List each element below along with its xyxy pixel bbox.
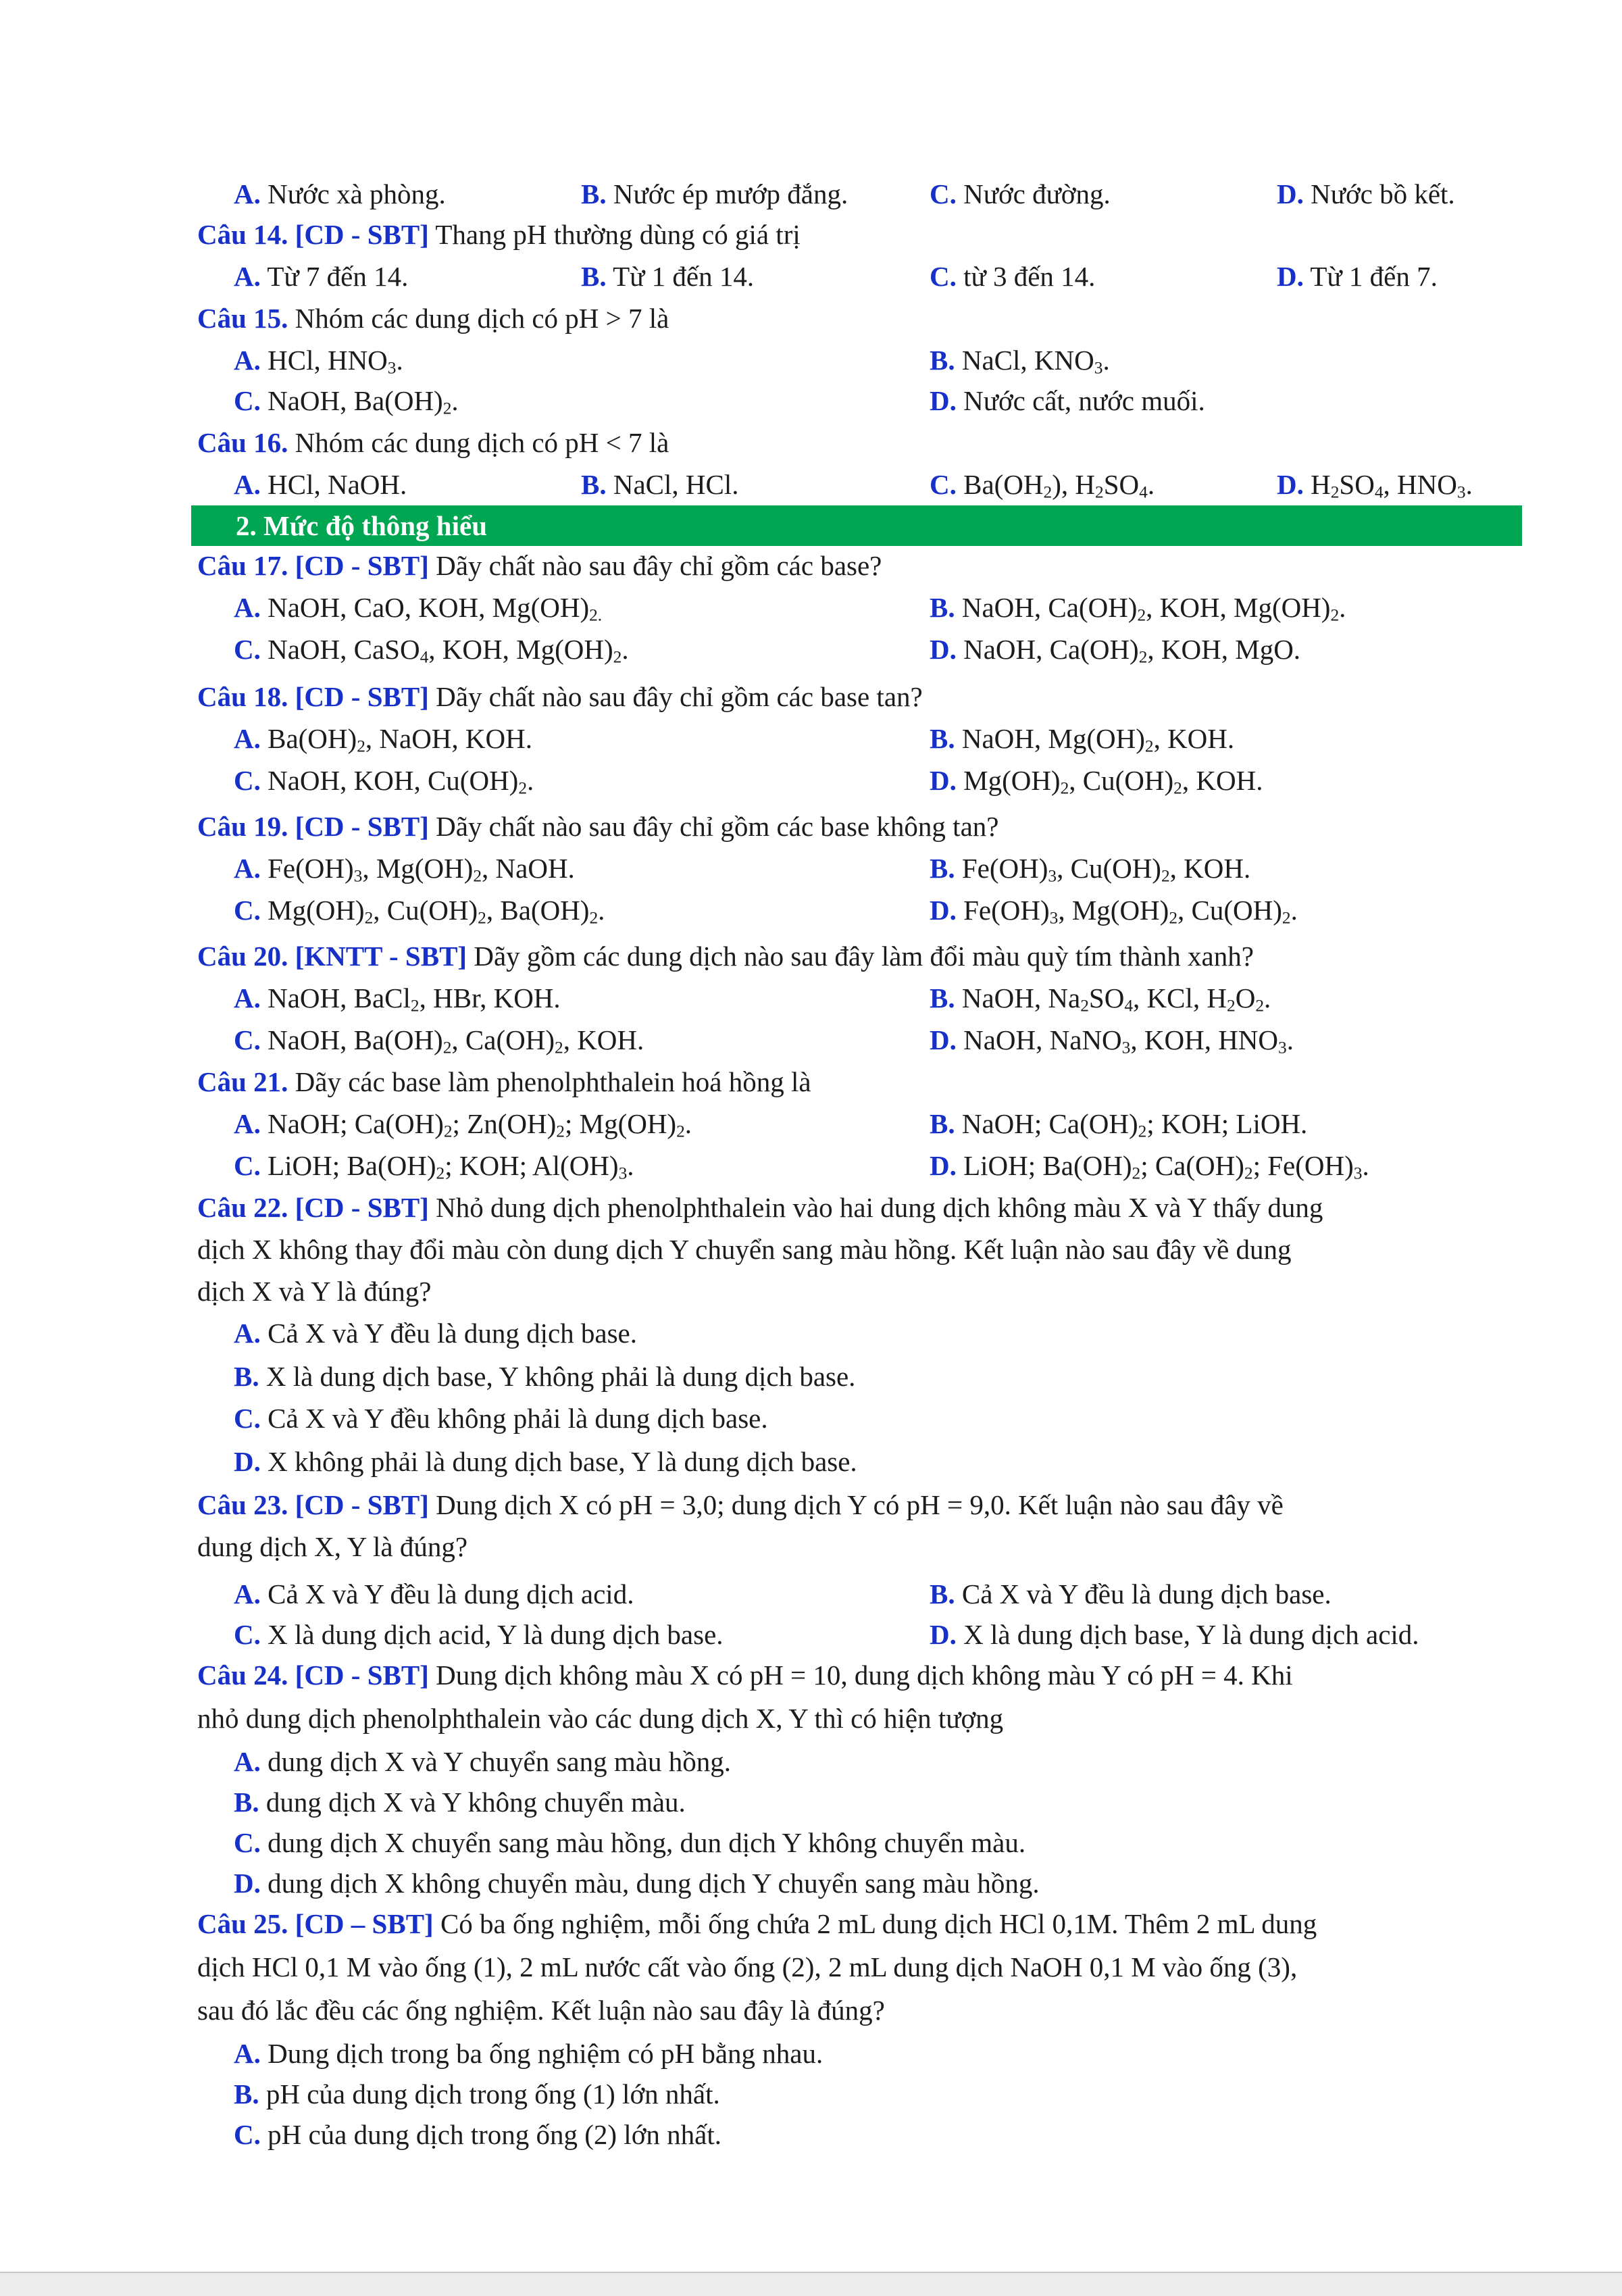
q20-option-a: A. NaOH, BaCl$_2$, HBr, KOH. — [234, 982, 561, 1016]
q15-option-c: C. NaOH, $Ba(OH)_2$. — [234, 385, 459, 418]
q19-stem: Câu 19. [CD - SBT] Dãy chất nào sau đây chỉ gồm các base không tan? — [197, 811, 999, 842]
q19-option-a: A. $Fe(OH)_3$, $Mg(OH)_2$, NaOH. — [234, 853, 575, 886]
q18-stem: Câu 18. [CD - SBT] Dãy chất nào sau đây chỉ gồm các base tan? — [197, 681, 923, 712]
q14-option-a: A. Từ 7 đến 14. — [234, 261, 409, 292]
q25-stem-line2: dịch HCl 0,1 M vào ống (1), 2 mL nước cất vào ống (2), 2 mL dung dịch NaOH 0,1 M vào ống (3), — [197, 1951, 1298, 1982]
q21-option-c: C. LiOH; $Ba(OH)_2$; KOH; $Al(OH)_3$. — [234, 1150, 634, 1183]
page-bottom-edge — [0, 2272, 1622, 2296]
q16-option-b: B. NaCl, HCl. — [581, 469, 739, 500]
q24-option-c: C. dung dịch X chuyển sang màu hồng, dun dịch Y không chuyển màu. — [234, 1827, 1026, 1858]
q20-option-d: D. NaOH, NaNO$_3$, KOH, $HNO_3$. — [930, 1024, 1294, 1057]
q15-stem: Câu 15. Nhóm các dung dịch có pH > 7 là — [197, 303, 669, 334]
q18-option-d: D. $Mg(OH)_2$, $Cu(OH)_2$, KOH. — [930, 765, 1263, 798]
q22-stem-line3: dịch X và Y là đúng? — [197, 1276, 432, 1307]
q16-stem: Câu 16. Nhóm các dung dịch có pH < 7 là — [197, 427, 669, 458]
section-title: 2. Mức độ thông hiểu — [236, 510, 488, 541]
q20-stem: Câu 20. [KNTT - SBT] Dãy gồm các dung dịch nào sau đây làm đổi màu quỳ tím thành xanh? — [197, 941, 1254, 972]
q23-option-c: C. X là dung dịch acid, Y là dung dịch base. — [234, 1619, 724, 1650]
q16-option-d: D. $H_2SO_4$, $HNO_3$. — [1277, 469, 1473, 502]
q16-option-a: A. HCl, NaOH. — [234, 469, 407, 500]
q23-option-b: B. Cả X và Y đều là dung dịch base. — [930, 1578, 1332, 1609]
q15-option-b: B. NaCl, $KNO_3$. — [930, 345, 1110, 378]
q15-option-d: D. Nước cất, nước muối. — [930, 385, 1205, 416]
q21-stem: Câu 21. Dãy các base làm phenolphthalein hoá hồng là — [197, 1066, 811, 1097]
q14-stem: Câu 14. [CD - SBT] Thang pH thường dùng có giá trị — [197, 219, 801, 250]
q23-option-d: D. X là dung dịch base, Y là dung dịch acid. — [930, 1619, 1419, 1650]
q22-option-b: B. X là dung dịch base, Y không phải là dung dịch base. — [234, 1361, 856, 1392]
q22-stem-line2: dịch X không thay đổi màu còn dung dịch Y chuyển sang màu hồng. Kết luận nào sau đây về dung — [197, 1234, 1292, 1265]
q13-option-b: B. Nước ép mướp đắng. — [581, 178, 848, 209]
q25-option-c: C. pH của dung dịch trong ống (2) lớn nhất. — [234, 2119, 721, 2150]
q25-stem: Câu 25. [CD – SBT] Có ba ống nghiệm, mỗi ống chứa 2 mL dung dịch HCl 0,1M. Thêm 2 mL dung — [197, 1908, 1317, 1939]
q18-option-a: A. $Ba(OH)_2$, NaOH, KOH. — [234, 723, 532, 756]
q14-option-c: C. từ 3 đến 14. — [930, 261, 1096, 292]
q13-option-c: C. Nước đường. — [930, 178, 1111, 209]
q17-stem: Câu 17. [CD - SBT] Dãy chất nào sau đây chỉ gồm các base? — [197, 550, 882, 581]
q25-stem-line3: sau đó lắc đều các ống nghiệm. Kết luận nào sau đây là đúng? — [197, 1995, 885, 2026]
q16-option-c: C. $Ba(OH_2)$, $H_2SO_4$. — [930, 469, 1155, 502]
q13-option-a: A. Nước xà phòng. — [234, 178, 446, 209]
q18-option-b: B. NaOH, $Mg(OH)_2$, KOH. — [930, 723, 1235, 756]
q14-option-b: B. Từ 1 đến 14. — [581, 261, 755, 292]
q17-option-c: C. NaOH, CaSO$_4$, KOH, $Mg(OH)_2$. — [234, 634, 629, 667]
q25-option-a: A. Dung dịch trong ba ống nghiệm có pH bằng nhau. — [234, 2038, 823, 2069]
q20-option-b: B. NaOH, $Na_2SO_4$, KCl, $H_2O_2$. — [930, 982, 1271, 1016]
q15-option-a: A. HCl, $HNO_3$. — [234, 345, 403, 378]
q17-option-a: A. NaOH, CaO, KOH, $Mg(OH)_{2.}$ — [234, 592, 603, 625]
q19-option-c: C. $Mg(OH)_2$, $Cu(OH)_2$, $Ba(OH)_2$. — [234, 895, 605, 928]
q23-option-a: A. Cả X và Y đều là dung dịch acid. — [234, 1578, 634, 1609]
q17-option-b: B. NaOH, $Ca(OH)_2$, KOH, $Mg(OH)_2$. — [930, 592, 1346, 625]
q22-stem: Câu 22. [CD - SBT] Nhỏ dung dịch phenolphthalein vào hai dung dịch không màu X và Y thấy dung — [197, 1192, 1323, 1223]
q20-option-c: C. NaOH, $Ba(OH)_2$, $Ca(OH)_2$, KOH. — [234, 1024, 644, 1057]
q17-option-d: D. NaOH, $Ca(OH)_2$, KOH, MgO. — [930, 634, 1301, 667]
q24-option-b: B. dung dịch X và Y không chuyển màu. — [234, 1787, 686, 1818]
q25-option-b: B. pH của dung dịch trong ống (1) lớn nhất. — [234, 2078, 720, 2110]
q23-stem: Câu 23. [CD - SBT] Dung dịch X có pH = 3,0; dung dịch Y có pH = 9,0. Kết luận nào sau đây về — [197, 1489, 1284, 1520]
q21-option-b: B. NaOH; $Ca(OH)_2$; KOH; LiOH. — [930, 1108, 1308, 1141]
q24-stem-line2: nhỏ dung dịch phenolphthalein vào các dung dịch X, Y thì có hiện tượng — [197, 1703, 1004, 1734]
q24-option-d: D. dung dịch X không chuyển màu, dung dịch Y chuyển sang màu hồng. — [234, 1868, 1040, 1899]
q18-option-c: C. NaOH, KOH, $Cu(OH)_2$. — [234, 765, 534, 798]
q24-option-a: A. dung dịch X và Y chuyển sang màu hồng. — [234, 1746, 731, 1777]
q14-option-d: D. Từ 1 đến 7. — [1277, 261, 1438, 292]
section-header — [191, 505, 1522, 546]
q13-option-d: D. Nước bồ kết. — [1277, 178, 1455, 209]
q22-option-d: D. X không phải là dung dịch base, Y là dung dịch base. — [234, 1446, 857, 1477]
q21-option-a: A. NaOH; $Ca(OH)_2$; $Zn(OH)_2$; $Mg(OH)_2$. — [234, 1108, 692, 1141]
q21-option-d: D. LiOH; $Ba(OH)_2$; $Ca(OH)_2$; $Fe(OH)_3$. — [930, 1150, 1369, 1183]
q19-option-b: B. $Fe(OH)_3$, $Cu(OH)_2$, KOH. — [930, 853, 1251, 886]
q22-option-a: A. Cả X và Y đều là dung dịch base. — [234, 1318, 638, 1349]
q19-option-d: D. $Fe(OH)_3$, $Mg(OH)_2$, $Cu(OH)_2$. — [930, 895, 1298, 928]
q22-option-c: C. Cả X và Y đều không phải là dung dịch base. — [234, 1403, 768, 1434]
q24-stem: Câu 24. [CD - SBT] Dung dịch không màu X có pH = 10, dung dịch không màu Y có pH = 4. Khi — [197, 1659, 1293, 1691]
q23-stem-line2: dung dịch X, Y là đúng? — [197, 1531, 468, 1562]
